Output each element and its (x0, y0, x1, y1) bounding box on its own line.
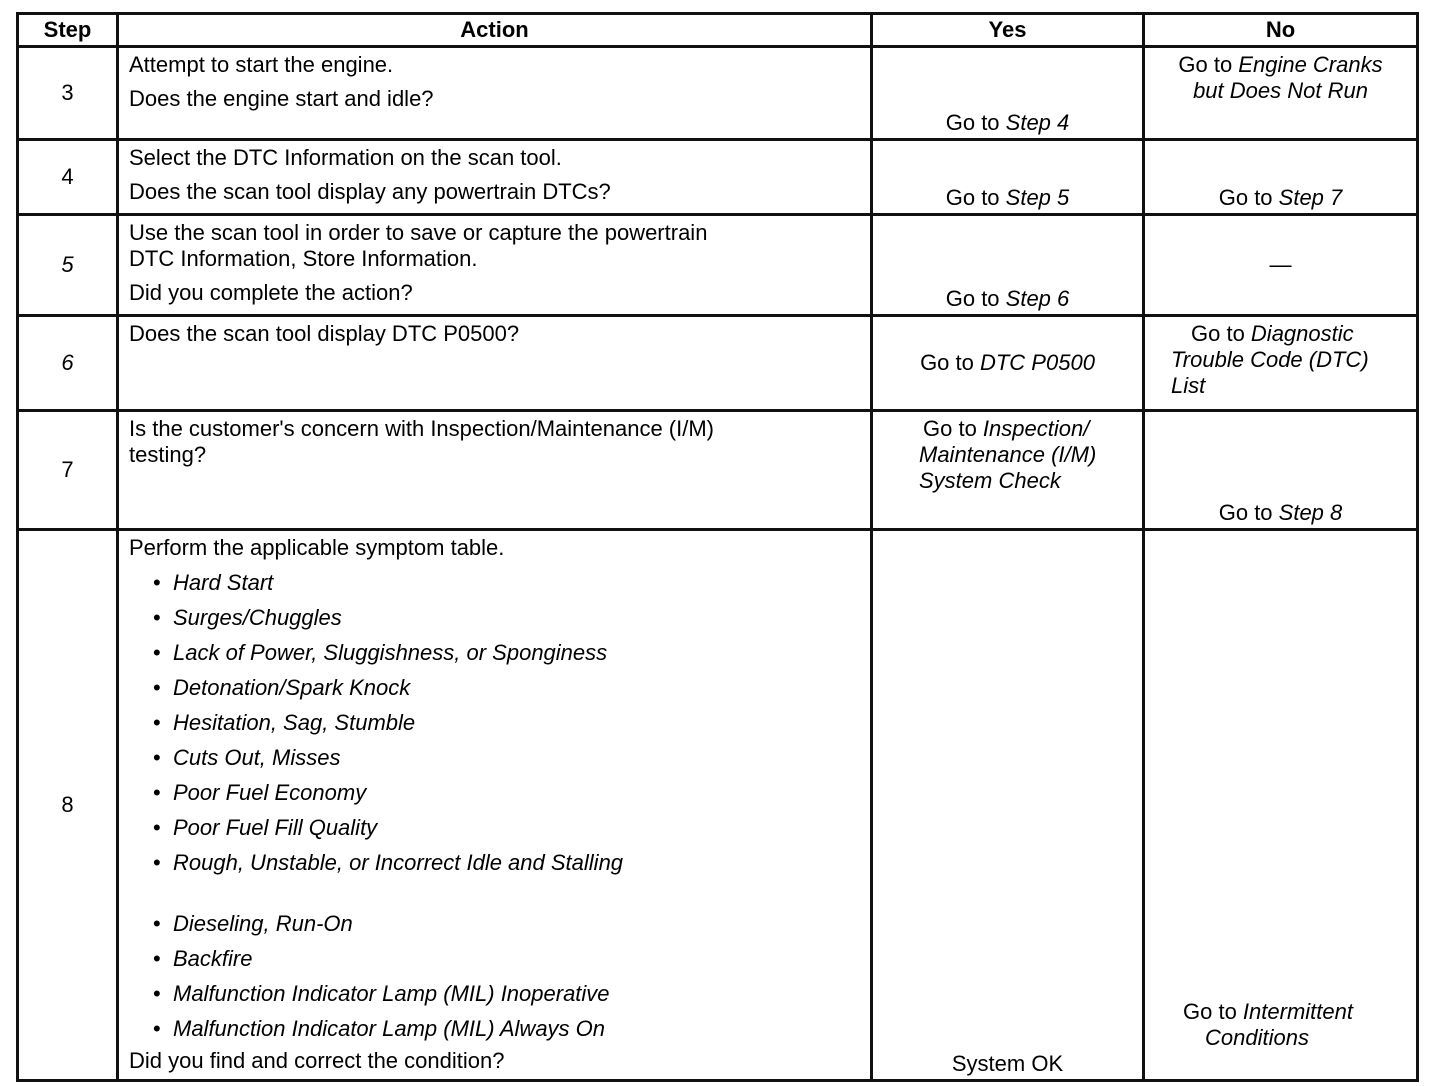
yes-link[interactable]: Go to DTC P0500 (920, 350, 1095, 375)
header-yes: Yes (872, 14, 1144, 47)
no-link[interactable]: Go to Intermittent Conditions (1183, 999, 1353, 1050)
table-row (18, 530, 1418, 1081)
symptom-item[interactable]: • Surges/Chuggles (173, 602, 862, 637)
symptom-item[interactable]: • Rough, Unstable, or Incorrect Idle and Stalling (173, 847, 862, 882)
symptom-item[interactable]: • Detonation/Spark Knock (173, 672, 862, 707)
no-link[interactable]: Go to Step 8 (1218, 500, 1343, 525)
symptom-item[interactable]: • Hesitation, Sag, Stumble (173, 707, 862, 742)
no-cell (1144, 47, 1418, 140)
symptom-item[interactable]: • Malfunction Indicator Lamp (MIL) Always On (173, 1013, 862, 1048)
no-link[interactable]: Go to Diagnostic Trouble Code (DTC) List (1171, 321, 1369, 398)
step-number: 3 (18, 47, 118, 140)
no-cell (1144, 411, 1418, 530)
symptom-item[interactable]: • Backfire (173, 943, 862, 978)
action-question: Does the scan tool display any powertrain DTCs? (129, 179, 611, 204)
no-cell (1144, 316, 1418, 411)
diagnostic-table (16, 12, 1419, 1082)
action-text: Is the customer's concern with Inspection/Maintenance (I/M) (129, 416, 715, 441)
table-row (18, 140, 1418, 215)
symptom-item[interactable]: • Dieseling, Run-On (173, 908, 862, 943)
no-cell (1144, 140, 1418, 215)
symptom-item[interactable]: • Poor Fuel Fill Quality (173, 812, 862, 847)
symptom-item[interactable]: • Lack of Power, Sluggishness, or Sponginess (173, 637, 862, 672)
action-question: Did you complete the action? (129, 280, 413, 305)
action-question: Did you find and correct the condition? (129, 1048, 505, 1073)
yes-link[interactable]: Go to Step 5 (945, 185, 1070, 210)
symptom-item[interactable]: • Poor Fuel Economy (173, 777, 862, 812)
header-row (18, 14, 1418, 47)
action-question: Does the engine start and idle? (129, 86, 434, 111)
action-text: Perform the applicable symptom table. (129, 535, 505, 560)
action-question: Does the scan tool display DTC P0500? (129, 321, 520, 346)
symptom-item[interactable]: • Hard Start (173, 567, 862, 602)
step-number: 7 (18, 411, 118, 530)
action-cell (118, 530, 872, 1081)
action-cell (118, 316, 872, 411)
action-cell (118, 47, 872, 140)
no-link[interactable]: Go to Step 7 (1218, 185, 1343, 210)
table-row (18, 215, 1418, 316)
action-text: Use the scan tool in order to save or capture the powertrain (129, 220, 708, 245)
list-spacer (173, 882, 862, 908)
yes-cell (872, 215, 1144, 316)
table-row (18, 411, 1418, 530)
no-link[interactable]: Go to Engine Cranks but Does Not Run (1178, 52, 1383, 103)
yes-cell (872, 47, 1144, 140)
header-action: Action (118, 14, 872, 47)
action-text: DTC Information, Store Information. (129, 246, 478, 271)
yes-cell (872, 530, 1144, 1081)
header-step: Step (18, 14, 118, 47)
symptom-list (129, 567, 862, 1048)
yes-cell (872, 316, 1144, 411)
action-cell (118, 140, 872, 215)
action-cell (118, 411, 872, 530)
symptom-item[interactable]: • Malfunction Indicator Lamp (MIL) Inoperative (173, 978, 862, 1013)
action-cell (118, 215, 872, 316)
table-row (18, 47, 1418, 140)
action-text: Select the DTC Information on the scan tool. (129, 145, 562, 170)
step-number: 5 (18, 215, 118, 316)
no-cell (1144, 215, 1418, 316)
action-text: Attempt to start the engine. (129, 52, 394, 77)
step-number: 8 (18, 530, 118, 1081)
yes-link[interactable]: Go to Inspection/ Maintenance (I/M) System Check (919, 416, 1097, 493)
yes-cell (872, 411, 1144, 530)
yes-link[interactable]: Go to Step 6 (945, 286, 1070, 311)
step-number: 4 (18, 140, 118, 215)
yes-result: System OK (951, 1051, 1064, 1076)
action-text: testing? (129, 442, 207, 467)
symptom-item[interactable]: • Cuts Out, Misses (173, 742, 862, 777)
yes-cell (872, 140, 1144, 215)
yes-link[interactable]: Go to Step 4 (945, 110, 1070, 135)
no-cell (1144, 530, 1418, 1081)
table-row (18, 316, 1418, 411)
no-dash: — (1269, 252, 1292, 277)
step-number: 6 (18, 316, 118, 411)
header-no: No (1144, 14, 1418, 47)
